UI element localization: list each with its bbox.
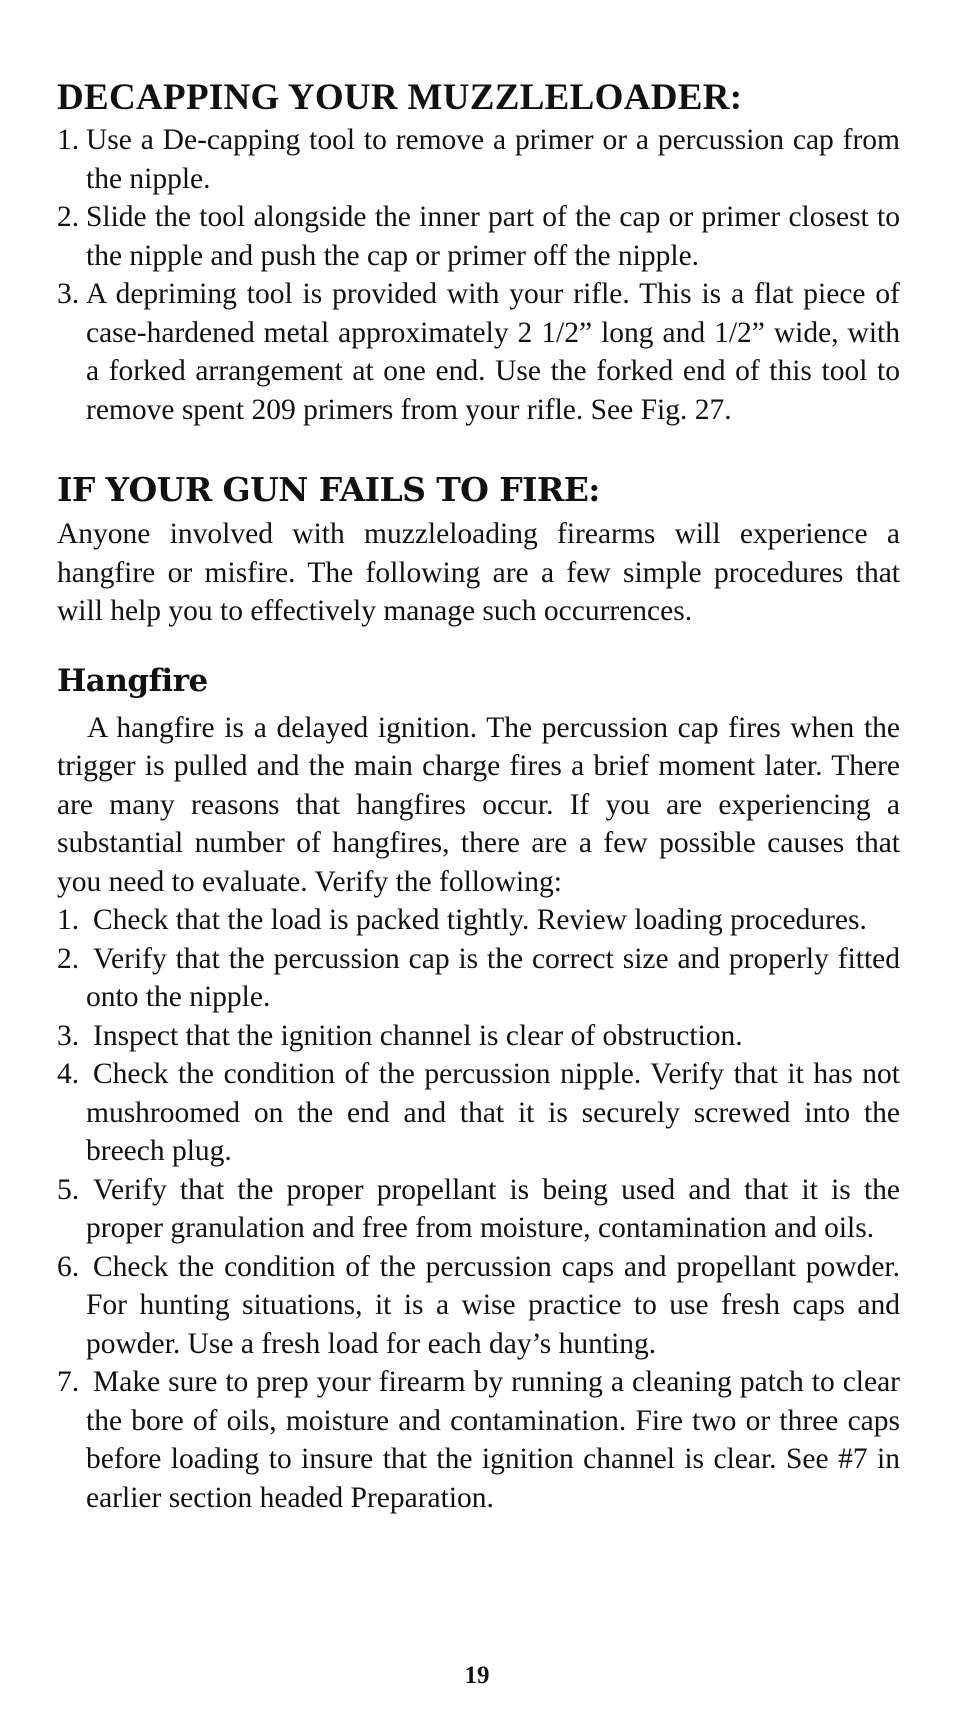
fails-to-fire-intro: Anyone involved with muzzleloading firearms will experience a hangfire or misfire. The following are a few simple procedures that will help you to effectively manage such occurrences. bbox=[57, 518, 900, 627]
list-item-number: 5. bbox=[57, 1173, 80, 1206]
list-item-number: 6. bbox=[57, 1250, 80, 1283]
list-item-text: Check that the load is packed tightly. Review loading procedures. bbox=[93, 904, 867, 936]
hangfire-heading: Hangfire bbox=[57, 662, 208, 699]
list-item bbox=[57, 1017, 900, 1056]
list-item-number: 4. bbox=[57, 1058, 80, 1090]
list-item bbox=[57, 121, 900, 198]
decapping-steps-list bbox=[57, 121, 900, 429]
fails-to-fire-heading: IF YOUR GUN FAILS TO FIRE: bbox=[57, 470, 600, 509]
list-item bbox=[57, 198, 900, 275]
list-item-number: 3. bbox=[57, 278, 80, 310]
list-item bbox=[57, 1055, 900, 1171]
list-item-text: Check the condition of the percussion nipple. Verify that it has not mushroomed on the end and that it is securely screwed into the breech plug. bbox=[86, 1058, 900, 1167]
list-item-number: 1. bbox=[57, 904, 80, 936]
list-item-number: 1. bbox=[57, 124, 80, 156]
list-item bbox=[57, 940, 900, 1017]
list-item-text: Inspect that the ignition channel is clear of obstruction. bbox=[93, 1019, 743, 1052]
page-number: 19 bbox=[464, 1662, 490, 1689]
list-item-text: Make sure to prep your firearm by running a cleaning patch to clear the bore of oils, moisture and contamination. Fire two or three caps before loading to insure that the ignition channel is clear. See #7 in earlier section headed Preparation. bbox=[86, 1366, 900, 1514]
list-item-text: Slide the tool alongside the inner part of the cap or primer closest to the nipple and push the cap or primer off the nipple. bbox=[86, 201, 900, 272]
list-item-text: Verify that the proper propellant is being used and that it is the proper granulation and free from moisture, contamination and oils. bbox=[86, 1173, 900, 1244]
list-item-text: Check the condition of the percussion caps and propellant powder. For hunting situations, it is a wise practice to use fresh caps and powder. Use a fresh load for each day’s hunting. bbox=[86, 1250, 900, 1360]
list-item bbox=[57, 1171, 900, 1248]
list-item-text: Verify that the percussion cap is the correct size and properly fitted onto the nipple. bbox=[86, 942, 900, 1013]
list-item-number: 7. bbox=[57, 1366, 80, 1398]
hangfire-intro: A hangfire is a delayed ignition. The percussion cap fires when the trigger is pulled and the main charge fires a brief moment later. There are many reasons that hangfires occur. If you are experiencing a substantial number of hangfires, there are a few possible causes that you need to evaluate. Verify the following: bbox=[57, 711, 900, 898]
list-item-text: Use a De-capping tool to remove a primer or a percussion cap from the nipple. bbox=[86, 124, 900, 195]
list-item-text: A depriming tool is provided with your rifle. This is a flat piece of case-hardened metal approximately 2 1/2” long and 1/2” wide, with a forked arrangement at one end. Use the forked end of this tool to remove spent 209 primers from your rifle. See Fig. 27. bbox=[86, 278, 900, 426]
hangfire-checks-list bbox=[57, 901, 900, 1517]
decapping-heading: DECAPPING YOUR MUZZLELOADER: bbox=[57, 77, 743, 118]
list-item-number: 2. bbox=[57, 942, 80, 975]
list-item bbox=[57, 901, 900, 940]
list-item bbox=[57, 1248, 900, 1364]
list-item-number: 3. bbox=[57, 1019, 80, 1052]
list-item bbox=[57, 1363, 900, 1517]
list-item bbox=[57, 275, 900, 429]
list-item-number: 2. bbox=[57, 201, 80, 233]
manual-page bbox=[57, 75, 900, 1517]
